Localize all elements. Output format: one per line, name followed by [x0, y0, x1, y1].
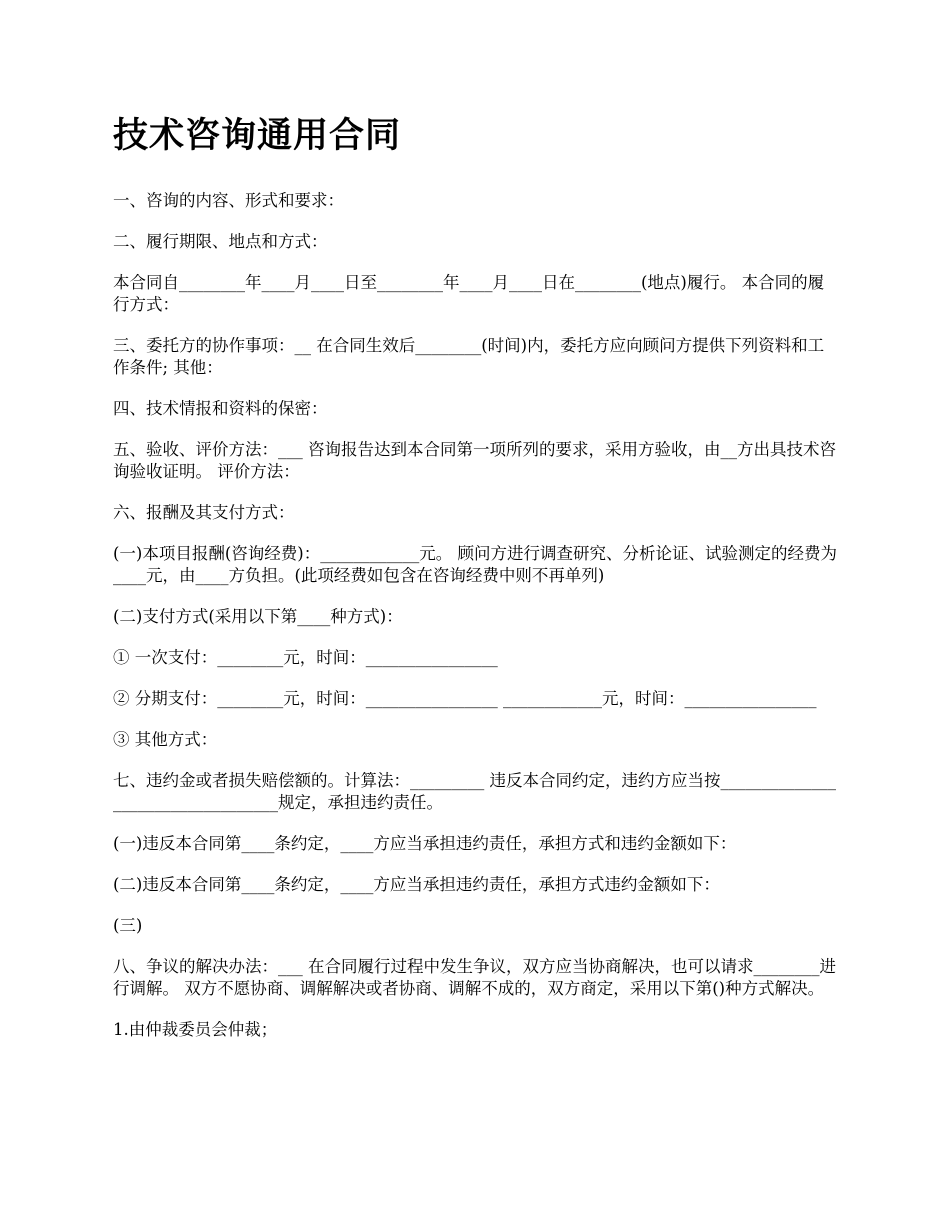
breach-clause-2: (二)违反本合同第____条约定，____方应当承担违约责任，承担方式违约金额如下： — [113, 875, 720, 894]
payment-option-installments: ② 分期支付：________元，时间：________________ ____________元，时间：________________ — [113, 689, 817, 708]
dispute-option-arbitration: 1.由仲裁委员会仲裁； — [113, 1020, 278, 1039]
payment-option-lump-sum: ① 一次支付：________元，时间：________________ — [113, 648, 498, 667]
remuneration-item-2-payment-method: (二)支付方式(采用以下第____种方式)： — [113, 607, 403, 626]
section-4-confidentiality: 四、技术情报和资料的保密： — [113, 399, 328, 418]
breach-clause-3: (三) — [113, 916, 143, 935]
document-page — [113, 110, 837, 1060]
section-6-remuneration: 六、报酬及其支付方式： — [113, 503, 295, 522]
section-5-acceptance-evaluation: 五、验收、评价方法：___ 咨询报告达到本合同第一项所列的要求，采用方验收，由__方出具技术咨询验收证明。 评价方法： — [113, 440, 836, 481]
performance-period-paragraph: 本合同自________年____月____日至________年____月____日在________(地点)履行。 本合同的履行方式： — [113, 273, 825, 314]
section-7-liquidated-damages: 七、违约金或者损失赔偿额的。计算法：_________ 违反本合同约定，违约方应当按__________________________________规定，承担违约责任。 — [113, 771, 836, 812]
remuneration-item-1: (一)本项目报酬(咨询经费)：____________元。 顾问方进行调查研究、分析论证、试验测定的经费为____元，由____方负担。(此项经费如包含在咨询经费中则不再单列) — [113, 544, 837, 585]
document-title: 技术咨询通用合同 — [113, 116, 402, 156]
payment-option-other: ③ 其他方式： — [113, 730, 218, 749]
breach-clause-1: (一)违反本合同第____条约定，____方应当承担违约责任，承担方式和违约金额如下： — [113, 834, 737, 853]
section-8-dispute-resolution: 八、争议的解决办法：___ 在合同履行过程中发生争议，双方应当协商解决，也可以请求________进行调解。 双方不愿协商、调解解决或者协商、调解不成的，双方商定，采用以下第()种方式解决。 — [113, 957, 836, 998]
section-3-client-cooperation: 三、委托方的协作事项：__ 在合同生效后________(时间)内，委托方应向顾问方提供下列资料和工作条件; 其他： — [113, 336, 825, 377]
section-1-consulting-content: 一、咨询的内容、形式和要求： — [113, 191, 344, 210]
section-2-performance-terms: 二、履行期限、地点和方式： — [113, 232, 328, 251]
